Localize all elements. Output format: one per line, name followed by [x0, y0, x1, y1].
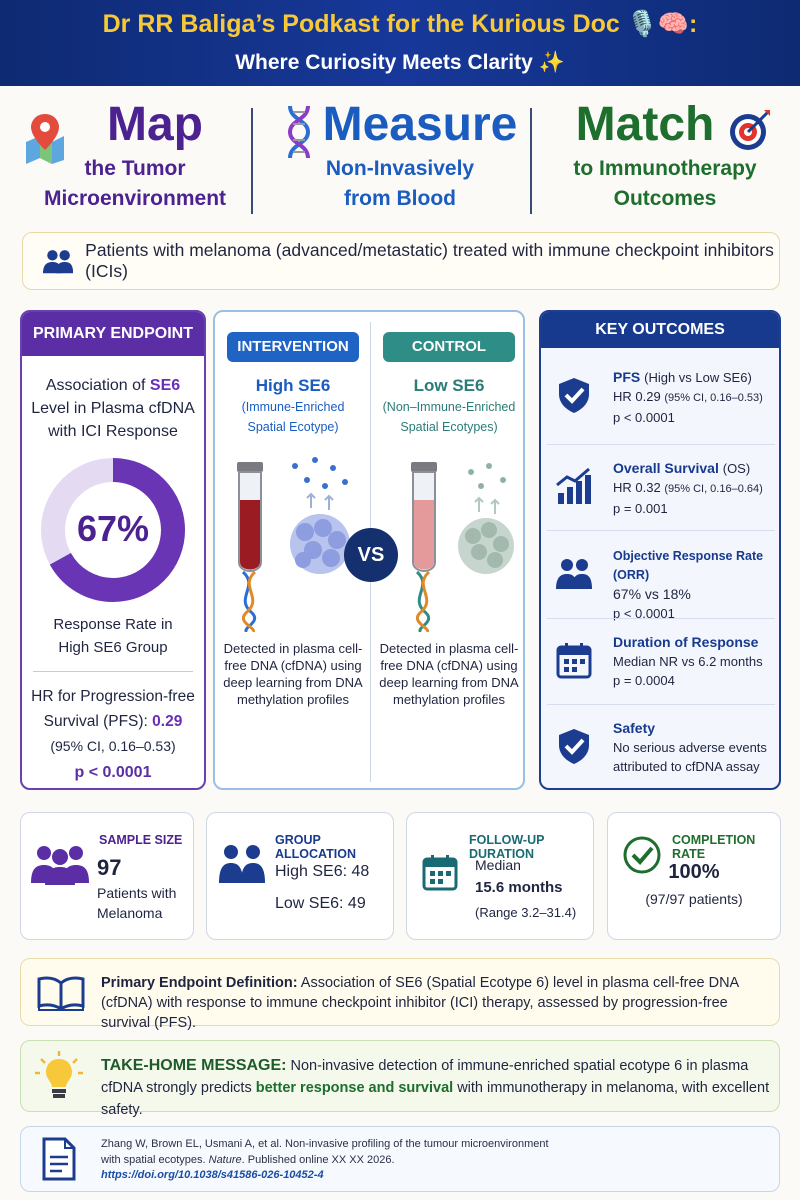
outcome-os-extra: (OS): [722, 461, 751, 476]
sample-size-line1: Patients with: [97, 885, 177, 901]
pillar-match-line1: to Immunotherapy: [573, 157, 757, 180]
book-icon: [37, 975, 85, 1011]
primary-endpoint-panel: [20, 310, 206, 790]
follow-up-label: FOLLOW-UP DURATION: [469, 833, 545, 861]
outcome-safety-line2: attributed to cfDNA assay: [613, 759, 760, 774]
follow-up-range: (Range 3.2–31.4): [475, 905, 577, 920]
outcome-os-ci: (95% CI, 0.16–0.64): [664, 483, 763, 495]
hr-value: 0.29: [152, 713, 183, 730]
outcome-pfs-title: PFS: [613, 369, 641, 385]
outcome-pfs-hr: HR 0.29: [613, 389, 661, 404]
sample-size-card: [20, 812, 194, 940]
population-text: Patients with melanoma (advanced/metastatic) treated with immune checkpoint inhibitors (ICIs): [85, 240, 774, 281]
sample-size-label: SAMPLE SIZE: [99, 833, 183, 847]
group-allocation-card: [206, 812, 394, 940]
outcome-pfs-p: p < 0.0001: [613, 410, 675, 425]
outcome-orr: [547, 530, 775, 621]
assoc-line3: with ICI Response: [48, 423, 178, 440]
intervention-sub2: Spatial Ecotype): [247, 420, 339, 434]
control-sub2: Spatial Ecotypes): [400, 420, 498, 434]
response-rate-value: 67%: [76, 508, 150, 549]
completion-rate-value: 100%: [668, 861, 720, 883]
pair-icon: [219, 843, 265, 883]
divider: [33, 671, 193, 672]
rr-line2: High SE6 Group: [58, 639, 168, 656]
outcome-os-title: Overall Survival: [613, 460, 719, 476]
pillar-measure-line2: from Blood: [344, 187, 456, 210]
citation-journal: Nature: [208, 1153, 242, 1166]
blood-tube-illustration: [381, 452, 521, 632]
completion-rate-label: COMPLETION RATE: [672, 833, 756, 861]
completion-rate-card: [607, 812, 781, 940]
response-rate-label: [22, 613, 204, 659]
sample-size-value: 97: [97, 855, 122, 880]
intervention-label: INTERVENTION: [227, 332, 359, 362]
take-home-message: [20, 1040, 780, 1118]
outcome-dor-title: Duration of Response: [613, 634, 759, 650]
follow-up-median: Median: [475, 857, 521, 873]
pillar-map-title: Map: [107, 98, 203, 151]
document-icon: [41, 1137, 77, 1181]
endpoint-definition: [20, 958, 780, 1031]
outcome-os-p: p = 0.001: [613, 501, 668, 516]
outcome-pfs: [547, 352, 775, 444]
bar-chart-icon: [555, 467, 593, 505]
citation-doi-link[interactable]: https://doi.org/10.1038/s41586-026-10452-4: [101, 1169, 324, 1181]
vs-badge: VS: [344, 528, 398, 582]
allocation-low: Low SE6: 49: [275, 895, 366, 912]
sample-size-line2: Melanoma: [97, 905, 163, 921]
pillar-map: [20, 96, 250, 216]
shield-check-icon: [555, 376, 593, 414]
control-sub1: (Non–Immune-Enriched: [382, 400, 516, 414]
pillar-divider: [251, 108, 253, 214]
primary-association: [22, 374, 204, 443]
target-icon: [728, 108, 772, 152]
pillar-map-line2: Microenvironment: [43, 187, 227, 210]
primary-endpoint-heading: PRIMARY ENDPOINT: [22, 312, 204, 356]
take-home-lead: TAKE-HOME MESSAGE:: [101, 1057, 287, 1074]
definition-lead: Primary Endpoint Definition:: [101, 975, 298, 991]
outcome-pfs-extra: (High vs Low SE6): [644, 370, 752, 385]
citation-published: . Published online XX XX 2026.: [241, 1153, 395, 1166]
comparison-panel: [213, 310, 525, 790]
outcome-safety-title: Safety: [613, 720, 656, 736]
rr-line1: Response Rate in: [53, 616, 173, 633]
outcome-orr-p: p < 0.0001: [613, 606, 675, 621]
intervention-description: Detected in plasma cell-free DNA (cfDNA) using deep learning from DNA methylation profiles: [223, 641, 363, 707]
hr-ci: (95% CI, 0.16–0.53): [50, 738, 176, 754]
hr-p-value: p < 0.0001: [74, 764, 152, 781]
assoc-highlight: SE6: [149, 377, 181, 394]
response-rate-donut: [38, 455, 188, 605]
citation: [20, 1126, 780, 1192]
intervention-sub1: (Immune-Enriched: [241, 400, 345, 414]
follow-up-value: 15.6 months: [475, 879, 563, 896]
pillar-measure-line1: Non-Invasively: [325, 157, 475, 180]
hr-line1: HR for Progression-free: [31, 688, 195, 705]
calendar-icon: [555, 641, 593, 679]
lightbulb-icon: [35, 1051, 83, 1101]
definition-text: Association of SE6 (Spatial Ecotype 6) level in plasma cell-free DNA (cfDNA) with response to immune checkpoint inhibitor (ICI) therapy, assessed by progression-free survival (PFS).: [101, 975, 739, 1031]
completion-rate-detail: (97/97 patients): [645, 891, 743, 907]
podcast-tagline: Where Curiosity Meets Clarity ✨: [235, 51, 565, 74]
outcome-os-hr: HR 0.32: [613, 480, 661, 495]
shield-check-icon: [555, 727, 593, 765]
outcome-dor-p: p = 0.0004: [613, 673, 675, 688]
pillar-measure-title: Measure: [322, 98, 518, 151]
key-outcomes-heading: KEY OUTCOMES: [541, 312, 779, 348]
key-outcomes-panel: [539, 310, 781, 790]
assoc-line2: Level in Plasma cfDNA: [31, 400, 195, 417]
header-banner: [0, 0, 800, 86]
pillar-match-line2: Outcomes: [613, 187, 717, 210]
outcome-safety-line1: No serious adverse events: [613, 740, 767, 755]
people-icon: [43, 248, 73, 274]
calendar-icon: [421, 853, 459, 891]
outcome-orr-title: Objective Response Rate (ORR): [613, 549, 764, 582]
people-icon: [555, 555, 593, 593]
blood-tube-illustration: [225, 452, 365, 632]
citation-title-end: with spatial ecotypes.: [101, 1153, 209, 1166]
hr-line2: Survival (PFS):: [43, 713, 148, 730]
hr-pfs: [22, 684, 204, 734]
pillar-match-title: Match: [575, 98, 715, 151]
outcome-pfs-ci: (95% CI, 0.16–0.53): [664, 392, 763, 404]
intervention-group: High SE6: [255, 376, 331, 395]
group-allocation-label: GROUP ALLOCATION: [275, 833, 357, 861]
pillar-map-line1: the Tumor: [84, 157, 186, 180]
control-label: CONTROL: [383, 332, 515, 362]
outcome-orr-value: 67% vs 18%: [613, 586, 691, 602]
population-banner: [22, 232, 780, 290]
pillar-measure: [275, 96, 525, 216]
take-home-post: with immunotherapy in melanoma, with excellent safety.: [101, 1080, 770, 1118]
assoc-prefix: Association of: [45, 377, 146, 394]
take-home-pre: Non-invasive detection of immune-enriched spatial ecotype 6 in plasma cfDNA strongly predicts: [101, 1058, 749, 1096]
control-group: Low SE6: [413, 376, 485, 395]
citation-authors: Zhang W, Brown EL, Usmani A, et al. Non-invasive profiling of the tumour microenvironment: [101, 1138, 549, 1150]
outcome-os: [547, 444, 775, 530]
control-description: Detected in plasma cell-free DNA (cfDNA) using deep learning from DNA methylation profiles: [379, 641, 519, 707]
podcast-title: Dr RR Baliga’s Podkast for the Kurious Doc 🎙️🧠:: [102, 10, 698, 38]
allocation-high: High SE6: 48: [275, 863, 370, 880]
group-icon: [31, 841, 89, 885]
pillar-divider: [530, 108, 532, 214]
outcome-dor-value: Median NR vs 6.2 months: [613, 654, 763, 669]
follow-up-card: [406, 812, 594, 940]
take-home-highlight: better response and survival: [255, 1080, 454, 1096]
outcome-dor: [547, 618, 775, 704]
outcome-safety: [547, 704, 775, 788]
